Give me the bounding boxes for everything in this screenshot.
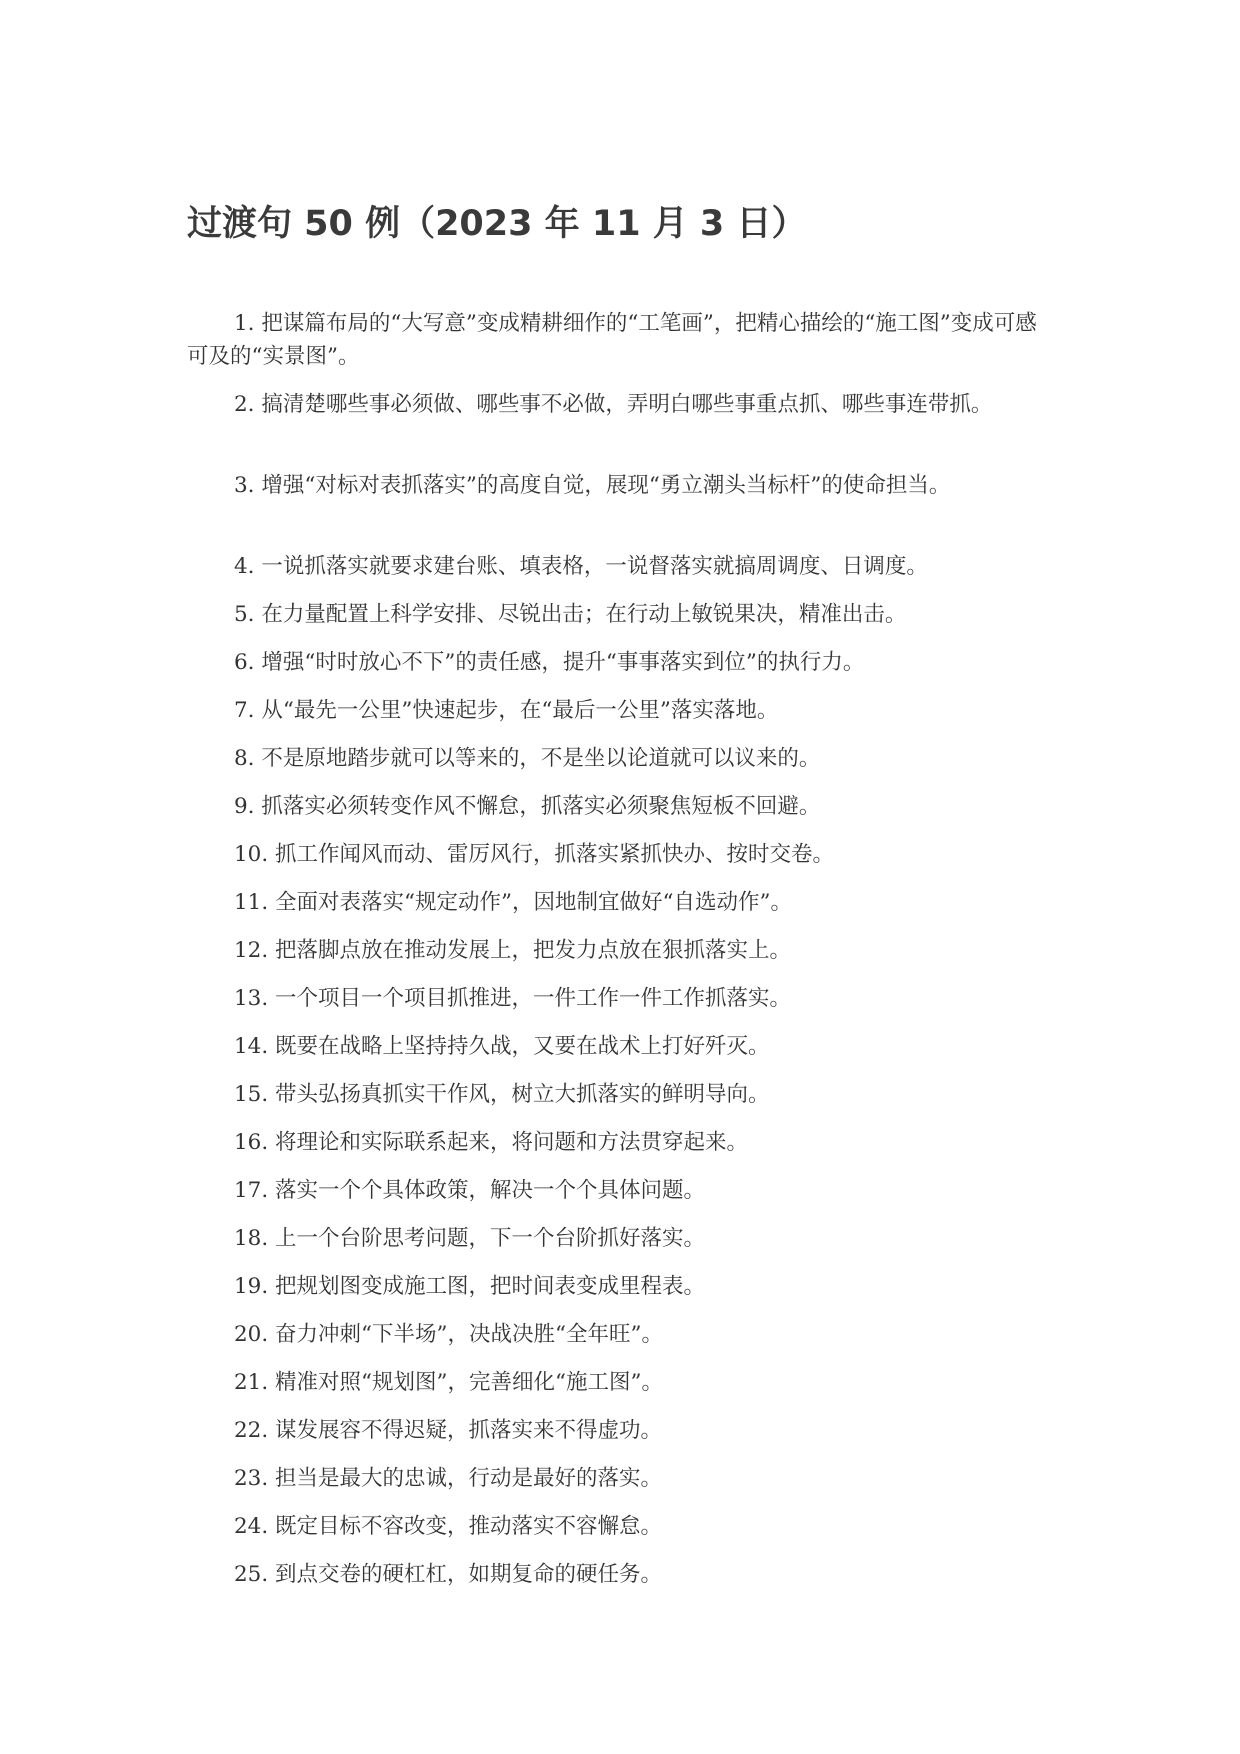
document-title: 过渡句 50 例（2023 年 11 月 3 日）	[187, 204, 807, 244]
list-item: 23. 担当是最大的忠诚，行动是最好的落实。	[234, 1466, 663, 1491]
list-item: 2. 搞清楚哪些事必须做、哪些事不必做，弄明白哪些事重点抓、哪些事连带抓。	[234, 392, 993, 417]
list-item: 9. 抓落实必须转变作风不懈怠，抓落实必须聚焦短板不回避。	[234, 794, 821, 819]
list-item: 18. 上一个台阶思考问题，下一个台阶抓好落实。	[234, 1226, 706, 1251]
list-item: 10. 抓工作闻风而动、雷厉风行，抓落实紧抓快办、按时交卷。	[234, 842, 835, 867]
list-item: 1. 把谋篇布局的“大写意”变成精耕细作的“工笔画”，把精心描绘的“施工图”变成可感可及的“实景图”。	[187, 311, 1037, 369]
list-item: 21. 精准对照“规划图”，完善细化“施工图”。	[234, 1370, 663, 1395]
list-item: 5. 在力量配置上科学安排、尽锐出击；在行动上敏锐果决，精准出击。	[234, 602, 907, 627]
list-item: 11. 全面对表落实“规定动作”，因地制宜做好“自选动作”。	[234, 890, 792, 915]
list-item: 19. 把规划图变成施工图，把时间表变成里程表。	[234, 1274, 706, 1299]
list-item: 17. 落实一个个具体政策，解决一个个具体问题。	[234, 1178, 706, 1203]
list-item: 25. 到点交卷的硬杠杠，如期复命的硬任务。	[234, 1562, 663, 1587]
list-item: 13. 一个项目一个项目抓推进，一件工作一件工作抓落实。	[234, 986, 792, 1011]
list-item: 8. 不是原地踏步就可以等来的，不是坐以论道就可以议来的。	[234, 746, 821, 771]
sentence-list	[187, 307, 1053, 1606]
list-item: 14. 既要在战略上坚持持久战，又要在战术上打好歼灭。	[234, 1034, 770, 1059]
list-item: 16. 将理论和实际联系起来，将问题和方法贯穿起来。	[234, 1130, 749, 1155]
list-item: 12. 把落脚点放在推动发展上，把发力点放在狠抓落实上。	[234, 938, 792, 963]
list-item: 20. 奋力冲刺“下半场”，决战决胜“全年旺”。	[234, 1322, 663, 1347]
list-item: 7. 从“最先一公里”快速起步，在“最后一公里”落实落地。	[234, 698, 779, 723]
list-item: 6. 增强“时时放心不下”的责任感，提升“事事落实到位”的执行力。	[234, 650, 865, 675]
list-item: 22. 谋发展容不得迟疑，抓落实来不得虚功。	[234, 1418, 663, 1443]
list-item: 4. 一说抓落实就要求建台账、填表格，一说督落实就搞周调度、日调度。	[234, 554, 928, 579]
list-item: 15. 带头弘扬真抓实干作风，树立大抓落实的鲜明导向。	[234, 1082, 770, 1107]
list-item: 3. 增强“对标对表抓落实”的高度自觉，展现“勇立潮头当标杆”的使命担当。	[234, 473, 951, 498]
list-item: 24. 既定目标不容改变，推动落实不容懈怠。	[234, 1514, 663, 1539]
